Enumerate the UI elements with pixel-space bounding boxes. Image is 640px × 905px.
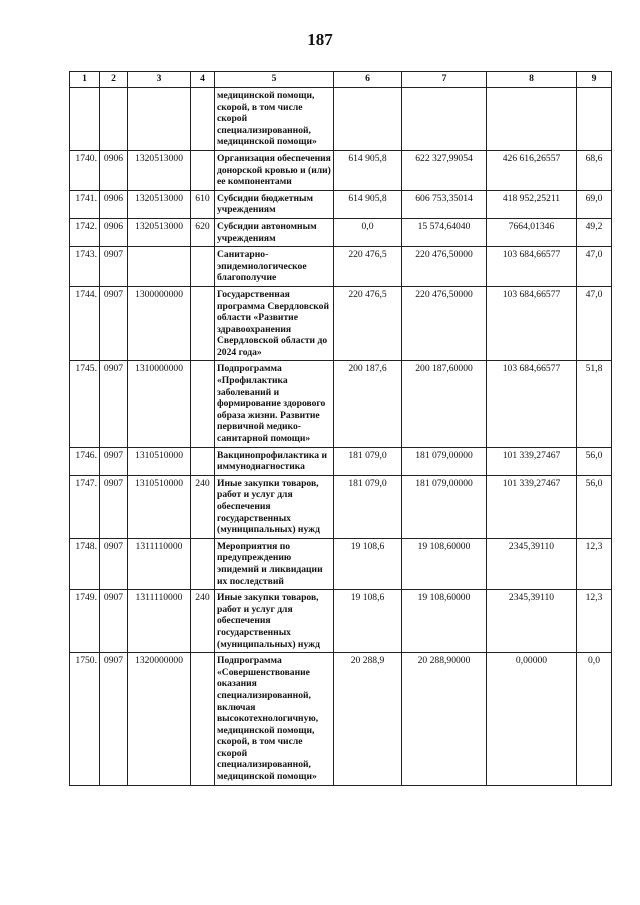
expense-type-code bbox=[191, 286, 215, 361]
header-cell: 6 bbox=[334, 72, 402, 88]
section-code: 0907 bbox=[100, 286, 128, 361]
expense-type-code bbox=[191, 150, 215, 190]
item-name: Иные закупки товаров, работ и услуг для обеспечения государственных (муниципальных) нужд bbox=[215, 475, 334, 538]
section-code: 0907 bbox=[100, 653, 128, 786]
item-name: Субсидии бюджетным учреждениям bbox=[215, 190, 334, 218]
item-name: Субсидии автономным учреждениям bbox=[215, 218, 334, 246]
target-article-code: 1320000000 bbox=[128, 653, 191, 786]
amount-planned: 0,0 bbox=[334, 218, 402, 246]
amount-executed bbox=[487, 88, 577, 151]
section-code: 0907 bbox=[100, 590, 128, 653]
amount-planned: 614 905,8 bbox=[334, 190, 402, 218]
section-code: 0907 bbox=[100, 538, 128, 589]
amount-executed: 418 952,25211 bbox=[487, 190, 577, 218]
row-number: 1741. bbox=[70, 190, 100, 218]
expense-type-code bbox=[191, 247, 215, 287]
execution-percent: 51,8 bbox=[577, 361, 612, 447]
amount-revised: 19 108,60000 bbox=[402, 538, 487, 589]
amount-executed: 426 616,26557 bbox=[487, 150, 577, 190]
table-row bbox=[70, 286, 612, 361]
amount-revised: 220 476,50000 bbox=[402, 247, 487, 287]
amount-planned: 181 079,0 bbox=[334, 475, 402, 538]
amount-revised bbox=[402, 88, 487, 151]
amount-executed: 103 684,66577 bbox=[487, 247, 577, 287]
amount-planned: 200 187,6 bbox=[334, 361, 402, 447]
expense-type-code bbox=[191, 447, 215, 475]
section-code: 0907 bbox=[100, 447, 128, 475]
target-article-code: 1320513000 bbox=[128, 190, 191, 218]
item-name: Санитарно-эпидемиологическое благополучие bbox=[215, 247, 334, 287]
execution-percent: 0,0 bbox=[577, 653, 612, 786]
table-row bbox=[70, 447, 612, 475]
header-cell: 5 bbox=[215, 72, 334, 88]
row-number bbox=[70, 88, 100, 151]
table-row bbox=[70, 538, 612, 589]
expense-type-code: 610 bbox=[191, 190, 215, 218]
execution-percent: 68,6 bbox=[577, 150, 612, 190]
table-row bbox=[70, 475, 612, 538]
amount-revised: 20 288,90000 bbox=[402, 653, 487, 786]
budget-table bbox=[69, 71, 612, 786]
row-number: 1746. bbox=[70, 447, 100, 475]
row-number: 1748. bbox=[70, 538, 100, 589]
expense-type-code bbox=[191, 88, 215, 151]
item-name: Иные закупки товаров, работ и услуг для обеспечения государственных (муниципальных) нужд bbox=[215, 590, 334, 653]
item-name: Государственная программа Свердловской области «Развитие здравоохранения Свердловской области до 2024 года» bbox=[215, 286, 334, 361]
table-row bbox=[70, 218, 612, 246]
amount-executed: 2345,39110 bbox=[487, 590, 577, 653]
amount-executed: 101 339,27467 bbox=[487, 475, 577, 538]
header-cell: 2 bbox=[100, 72, 128, 88]
header-row bbox=[70, 72, 612, 88]
target-article-code bbox=[128, 88, 191, 151]
table-row bbox=[70, 88, 612, 151]
target-article-code: 1320513000 bbox=[128, 150, 191, 190]
amount-revised: 622 327,99054 bbox=[402, 150, 487, 190]
amount-planned: 220 476,5 bbox=[334, 247, 402, 287]
amount-executed: 7664,01346 bbox=[487, 218, 577, 246]
amount-executed: 103 684,66577 bbox=[487, 286, 577, 361]
item-name: Организация обеспечения донорской кровью и (или) ее компонентами bbox=[215, 150, 334, 190]
amount-executed: 2345,39110 bbox=[487, 538, 577, 589]
row-number: 1750. bbox=[70, 653, 100, 786]
row-number: 1747. bbox=[70, 475, 100, 538]
amount-planned: 19 108,6 bbox=[334, 538, 402, 589]
item-name: Подпрограмма «Профилактика заболеваний и формирование здорового образа жизни. Развитие первичной медико-санитарной помощи» bbox=[215, 361, 334, 447]
row-number: 1749. bbox=[70, 590, 100, 653]
execution-percent: 56,0 bbox=[577, 475, 612, 538]
target-article-code: 1311110000 bbox=[128, 538, 191, 589]
target-article-code: 1310510000 bbox=[128, 475, 191, 538]
section-code bbox=[100, 88, 128, 151]
expense-type-code bbox=[191, 653, 215, 786]
execution-percent: 12,3 bbox=[577, 538, 612, 589]
amount-planned: 19 108,6 bbox=[334, 590, 402, 653]
section-code: 0907 bbox=[100, 475, 128, 538]
target-article-code: 1320513000 bbox=[128, 218, 191, 246]
row-number: 1745. bbox=[70, 361, 100, 447]
item-name: Мероприятия по предупреждению эпидемий и ликвидации их последствий bbox=[215, 538, 334, 589]
execution-percent: 56,0 bbox=[577, 447, 612, 475]
amount-revised: 606 753,35014 bbox=[402, 190, 487, 218]
section-code: 0906 bbox=[100, 218, 128, 246]
table-row bbox=[70, 653, 612, 786]
header-cell: 1 bbox=[70, 72, 100, 88]
amount-planned: 220 476,5 bbox=[334, 286, 402, 361]
header-cell: 9 bbox=[577, 72, 612, 88]
amount-planned bbox=[334, 88, 402, 151]
amount-revised: 19 108,60000 bbox=[402, 590, 487, 653]
page-number: 187 bbox=[307, 30, 333, 49]
execution-percent: 12,3 bbox=[577, 590, 612, 653]
expense-type-code bbox=[191, 538, 215, 589]
target-article-code: 1310000000 bbox=[128, 361, 191, 447]
execution-percent: 69,0 bbox=[577, 190, 612, 218]
section-code: 0907 bbox=[100, 361, 128, 447]
execution-percent: 47,0 bbox=[577, 247, 612, 287]
row-number: 1742. bbox=[70, 218, 100, 246]
table-row bbox=[70, 247, 612, 287]
amount-revised: 181 079,00000 bbox=[402, 447, 487, 475]
amount-executed: 103 684,66577 bbox=[487, 361, 577, 447]
table-row bbox=[70, 361, 612, 447]
row-number: 1743. bbox=[70, 247, 100, 287]
header-cell: 3 bbox=[128, 72, 191, 88]
expense-type-code: 620 bbox=[191, 218, 215, 246]
row-number: 1740. bbox=[70, 150, 100, 190]
expense-type-code: 240 bbox=[191, 475, 215, 538]
target-article-code: 1300000000 bbox=[128, 286, 191, 361]
table-row bbox=[70, 190, 612, 218]
amount-executed: 0,00000 bbox=[487, 653, 577, 786]
amount-revised: 181 079,00000 bbox=[402, 475, 487, 538]
section-code: 0906 bbox=[100, 190, 128, 218]
item-name: Вакцинопрофилактика и иммунодиагностика bbox=[215, 447, 334, 475]
amount-planned: 181 079,0 bbox=[334, 447, 402, 475]
table-row bbox=[70, 150, 612, 190]
execution-percent: 47,0 bbox=[577, 286, 612, 361]
target-article-code: 1310510000 bbox=[128, 447, 191, 475]
item-name: медицинской помощи, скорой, в том числе скорой специализированной, медицинской помощи» bbox=[215, 88, 334, 151]
table-row bbox=[70, 590, 612, 653]
header-cell: 4 bbox=[191, 72, 215, 88]
target-article-code: 1311110000 bbox=[128, 590, 191, 653]
amount-planned: 20 288,9 bbox=[334, 653, 402, 786]
row-number: 1744. bbox=[70, 286, 100, 361]
amount-planned: 614 905,8 bbox=[334, 150, 402, 190]
target-article-code bbox=[128, 247, 191, 287]
execution-percent bbox=[577, 88, 612, 151]
section-code: 0906 bbox=[100, 150, 128, 190]
expense-type-code bbox=[191, 361, 215, 447]
header-cell: 7 bbox=[402, 72, 487, 88]
amount-executed: 101 339,27467 bbox=[487, 447, 577, 475]
execution-percent: 49,2 bbox=[577, 218, 612, 246]
amount-revised: 220 476,50000 bbox=[402, 286, 487, 361]
amount-revised: 200 187,60000 bbox=[402, 361, 487, 447]
header-cell: 8 bbox=[487, 72, 577, 88]
amount-revised: 15 574,64040 bbox=[402, 218, 487, 246]
item-name: Подпрограмма «Совершенствование оказания специализированной, включая высокотехнологичную, медицинской помощи, скорой, в том числе скорой специализированной, медицинской помощи» bbox=[215, 653, 334, 786]
expense-type-code: 240 bbox=[191, 590, 215, 653]
section-code: 0907 bbox=[100, 247, 128, 287]
